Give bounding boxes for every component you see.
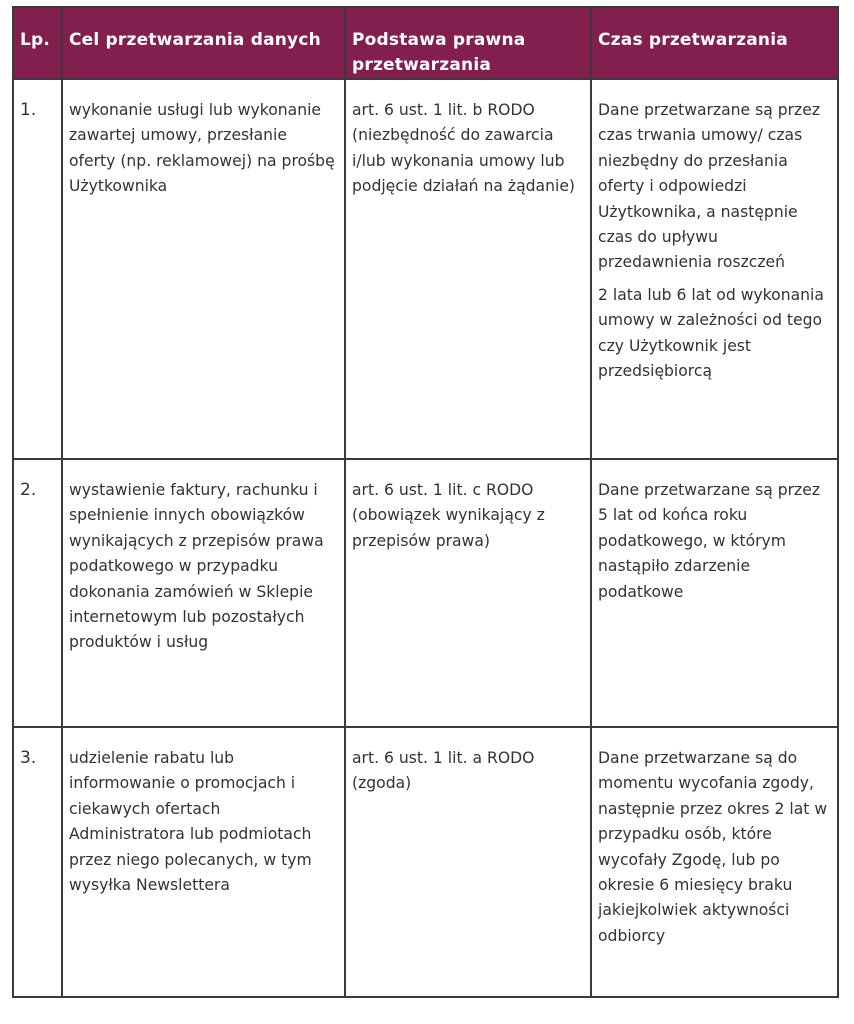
duration-cell — [591, 459, 838, 727]
duration-paragraph: Dane przetwarzane są przez czas trwania umowy/ czas niezbędny do przesłania oferty i odpowiedzi Użytkownika, a następnie czas do upływu przedawnienia roszczeń — [598, 101, 821, 272]
duration-cell — [591, 727, 838, 997]
table-row — [13, 727, 838, 997]
row-number: 2. — [13, 459, 62, 727]
legal-basis-cell: art. 6 ust. 1 lit. b RODO (niezbędność do zawarcia i/lub wykonania umowy lub podjęcie działań na żądanie) — [345, 79, 591, 459]
duration-cell — [591, 79, 838, 459]
duration-paragraph: Dane przetwarzane są do momentu wycofania zgody, następnie przez okres 2 lat w przypadku osób, które wycofały Zgodę, lub po okresie 6 miesięcy braku jakiejkolwiek aktywności odbiorcy — [598, 749, 828, 945]
legal-basis-cell: art. 6 ust. 1 lit. a RODO (zgoda) — [345, 727, 591, 997]
row-number: 3. — [13, 727, 62, 997]
purpose-cell: udzielenie rabatu lub informowanie o promocjach i ciekawych ofertach Administratora lub podmiotach przez niego polecanych, w tym wysyłka Newslettera — [62, 727, 345, 997]
purpose-cell: wykonanie usługi lub wykonanie zawartej umowy, przesłanie oferty (np. reklamowej) na prośbę Użytkownika — [62, 79, 345, 459]
legal-basis-cell: art. 6 ust. 1 lit. c RODO (obowiązek wynikający z przepisów prawa) — [345, 459, 591, 727]
table-row — [13, 79, 838, 459]
table-row — [13, 459, 838, 727]
header-lp: Lp. — [13, 7, 62, 79]
data-processing-table — [12, 6, 839, 998]
header-duration: Czas przetwarzania — [591, 7, 838, 79]
header-legal-basis: Podstawa prawna przetwarzania — [345, 7, 591, 79]
duration-paragraph: 2 lata lub 6 lat od wykonania umowy w zależności od tego czy Użytkownik jest przedsiębiorcą — [598, 285, 824, 381]
row-number: 1. — [13, 79, 62, 459]
purpose-cell: wystawienie faktury, rachunku i spełnienie innych obowiązków wynikających z przepisów prawa podatkowego w przypadku dokonania zamówień w Sklepie internetowym lub pozostałych produktów i usług — [62, 459, 345, 727]
duration-paragraph: Dane przetwarzane są przez 5 lat od końca roku podatkowego, w którym nastąpiło zdarzenie podatkowe — [598, 481, 821, 601]
header-purpose: Cel przetwarzania danych — [62, 7, 345, 79]
table-header-row — [13, 7, 838, 79]
